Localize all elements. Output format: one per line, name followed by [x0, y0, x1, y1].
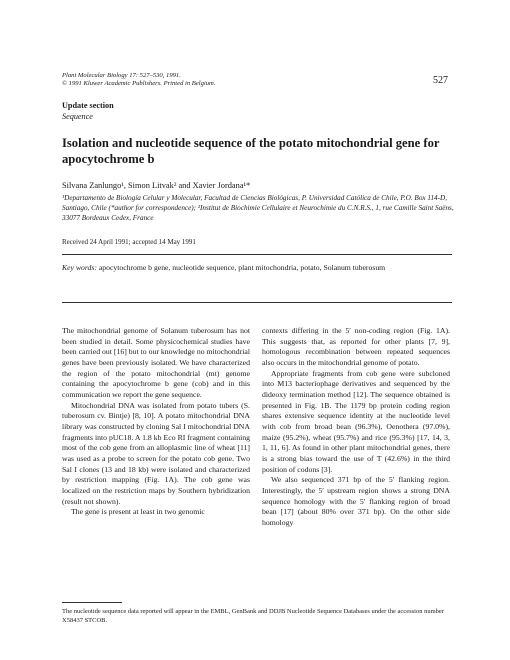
- body-column-right: [262, 326, 450, 528]
- footnote: The nucleotide sequence data reported will appear in the EMBL, GenBank and DDJB Nucleotide Sequence Databases under the accession number X58437 STCOB.: [62, 608, 444, 624]
- section-heading: [62, 100, 114, 122]
- keywords-label: Key words:: [62, 263, 97, 272]
- paragraph: The gene is present at least in two genomic: [71, 507, 205, 517]
- keywords: [62, 262, 454, 273]
- section-sublabel: Sequence: [62, 112, 93, 121]
- journal-line-1: Plant Molecular Biology 17: 527–530, 1991.: [62, 72, 181, 79]
- bottom-divider: [62, 302, 452, 303]
- keywords-text: apocytochrome b gene, nucleotide sequence, plant mitochondria, potato, Solanum tuberosum: [98, 263, 386, 272]
- body-column-left: [62, 326, 250, 518]
- paragraph: We also sequenced 371 bp of the 5′ flanking region. Interestingly, the 5′ upstream region shows a strong DNA sequence homology with the 5′ flanking region of broad bean [17] (about 80% over 371 bp). On the other side homology: [262, 475, 450, 527]
- paragraph: The mitochondrial genome of Solanum tuberosum has not been studied in detail. Some physicochemical studies have been carried out [16] but to our knowledge no mitochondrial genes have been previously isolated. We have characterized the region of the potato mitochondrial (mt) genome containing the apocytochrome b gene (cob) and in this communication we report the gene sequence.: [62, 326, 250, 399]
- section-label: Update section: [62, 101, 114, 110]
- footnote-divider: [62, 602, 122, 603]
- journal-line-2: © 1991 Kluwer Academic Publishers. Printed in Belgium.: [62, 80, 216, 87]
- paragraph: Mitochondrial DNA was isolated from potato tubers (S. tuberosum cv. Bintje) [8, 10]. A potato mitochondrial DNA library was constructed by cloning Sal I mitochondrial DNA fragments into pUC18. A 1.8 kb Eco RI fragment containing most of the cob gene from an alloplasmic line of wheat [11] was used as a probe to screen for the potato cob gene. Two Sal I clones (13 and 18 kb) were isolated and characterized by restriction mapping (Fig. 1A). The cob gene was localized on the restriction maps by Southern hybridization (result not shown).: [62, 400, 250, 506]
- article-title: Isolation and nucleotide sequence of the potato mitochondrial gene for apocytochrome b: [62, 136, 440, 166]
- paragraph: contexts differing in the 5′ non-coding region (Fig. 1A). This suggests that, as reported for other plants [7, 9], homologous recombination between repeated sequences also occurs in the mitochondrial genome of potato.: [262, 326, 450, 367]
- page-number: 527: [433, 75, 448, 86]
- author-list: Silvana Zanlungo¹, Simon Litvak² and Xavier Jordana¹*: [62, 181, 251, 190]
- journal-citation: [62, 72, 215, 88]
- author-affiliations: ¹Departamento de Biología Celular y Molecular, Facultad de Ciencias Biológicas, P. Universidad Católica de Chile, P.O. Box 114-D, Santiago, Chile (*author for correspondence); ²Institut de Biochimie Cellulaire et Neurochimie du C.N.R.S., 1, rue Camille Saint Saëns, 33077 Bordeaux Cedex, France: [62, 194, 454, 223]
- top-divider: [62, 254, 452, 255]
- paragraph: Appropriate fragments from cob gene were subcloned into M13 bacteriophage derivatives and sequenced by the dideoxy termination method [12]. The sequence obtained is presented in Fig. 1B. The 1179 bp protein coding region shares extensive sequence identity at the nucleotide level with cob from broad bean (96.3%), Oenothera (97.0%), maize (95.2%), wheat (95.7%) and rice (95.3%) [17, 14, 3, 1, 11, 6]. As found in other plant mitochondrial genes, there is a strong bias toward the use of T (42.6%) in the third position of codons [3].: [262, 368, 450, 474]
- received-dates: Received 24 April 1991; accepted 14 May 1991: [62, 238, 196, 246]
